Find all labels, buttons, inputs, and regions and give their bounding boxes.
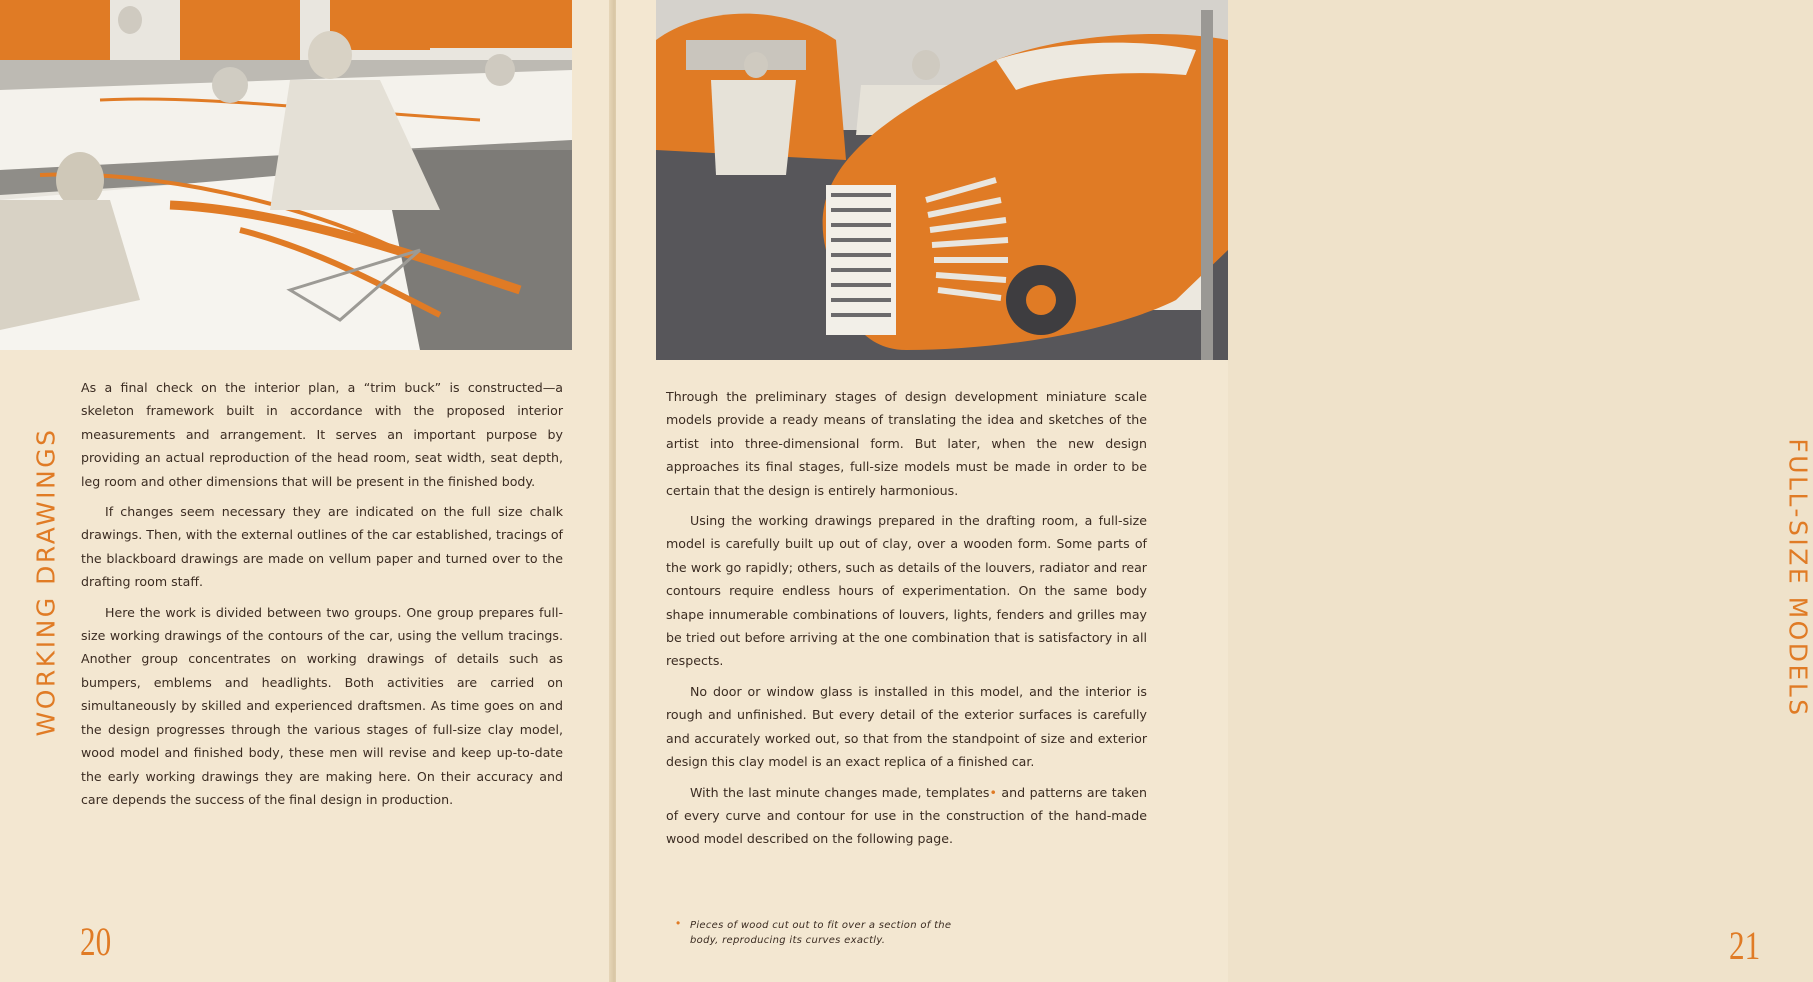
paragraph-text: With the last minute changes made, templates xyxy=(690,784,990,800)
right-body-text xyxy=(666,385,1147,858)
left-page xyxy=(0,0,612,982)
paragraph: Using the working drawings prepared in the drafting room, a full-size model is carefully built up out of clay, over a wooden form. Some parts of the work go rapidly; others, such as details of the louvers, radiator and rear contours require endless hours of experimentation. On the same body shape innumerable combinations of louvers, lights, fenders and grilles may be tried out before arriving at the one combination that is satisfactory in all respects. xyxy=(666,513,1147,669)
paragraph xyxy=(666,781,1147,851)
paragraph: Here the work is divided between two groups. One group prepares full-size working drawings of the contours of the car, using the vellum tracings. Another group concentrates on working drawings of details such as bumpers, emblems and headlights. Both activities are carried on simultaneously by skilled and experienced draftsmen. As time goes on and the design progresses through the various stages of full-size clay model, wood model and finished body, these men will revise and keep up-to-date the early working drawings they are making here. On their accuracy and care depends the success of the final design in production. xyxy=(81,604,563,807)
paragraph: If changes seem necessary they are indicated on the full size chalk drawings. Then, with the external outlines of the car established, tracings of the blackboard drawings are made on vellum paper and turned over to the drafting room staff. xyxy=(81,504,563,590)
side-title-full-size-models: FULL-SIZE MODELS xyxy=(1783,438,1813,718)
clay-model-illustration xyxy=(656,0,1228,360)
side-title-working-drawings: WORKING DRAWINGS xyxy=(31,427,61,737)
paragraph: No door or window glass is installed in this model, and the interior is rough and unfinished. But every detail of the exterior surfaces is carefully and accurately worked out, so that from the standpoint of size and exterior design this clay model is an exact replica of a finished car. xyxy=(666,683,1147,770)
paragraph: As a final check on the interior plan, a “trim buck” is constructed—a skeleton framework built in accordance with the proposed interior measurements and arrangement. It serves an important purpose by providing an actual reproduction of the head room, seat width, seat depth, leg room and other dimensions that will be present in the finished body. xyxy=(81,380,563,489)
footnote-marker: • xyxy=(989,784,997,800)
paragraph: Through the preliminary stages of design development miniature scale models provide a ready means of translating the idea and sketches of the artist into three-dimensional form. But later, when the new design approaches its final stages, full-size models must be made in order to be certain that the design is entirely harmonious. xyxy=(666,389,1147,498)
paragraph-text: and patterns are taken of every curve and contour for use in the construction of the hand-made wood model described on the following page. xyxy=(666,784,1147,847)
footnote-bullet: • xyxy=(676,916,681,930)
page-number: 20 xyxy=(80,919,112,964)
left-body-text xyxy=(81,376,563,818)
page-number: 21 xyxy=(1729,923,1761,968)
footnote: Pieces of wood cut out to fit over a section of the body, reproducing its curves exactly. xyxy=(690,920,952,946)
drafting-room-illustration xyxy=(0,0,572,350)
